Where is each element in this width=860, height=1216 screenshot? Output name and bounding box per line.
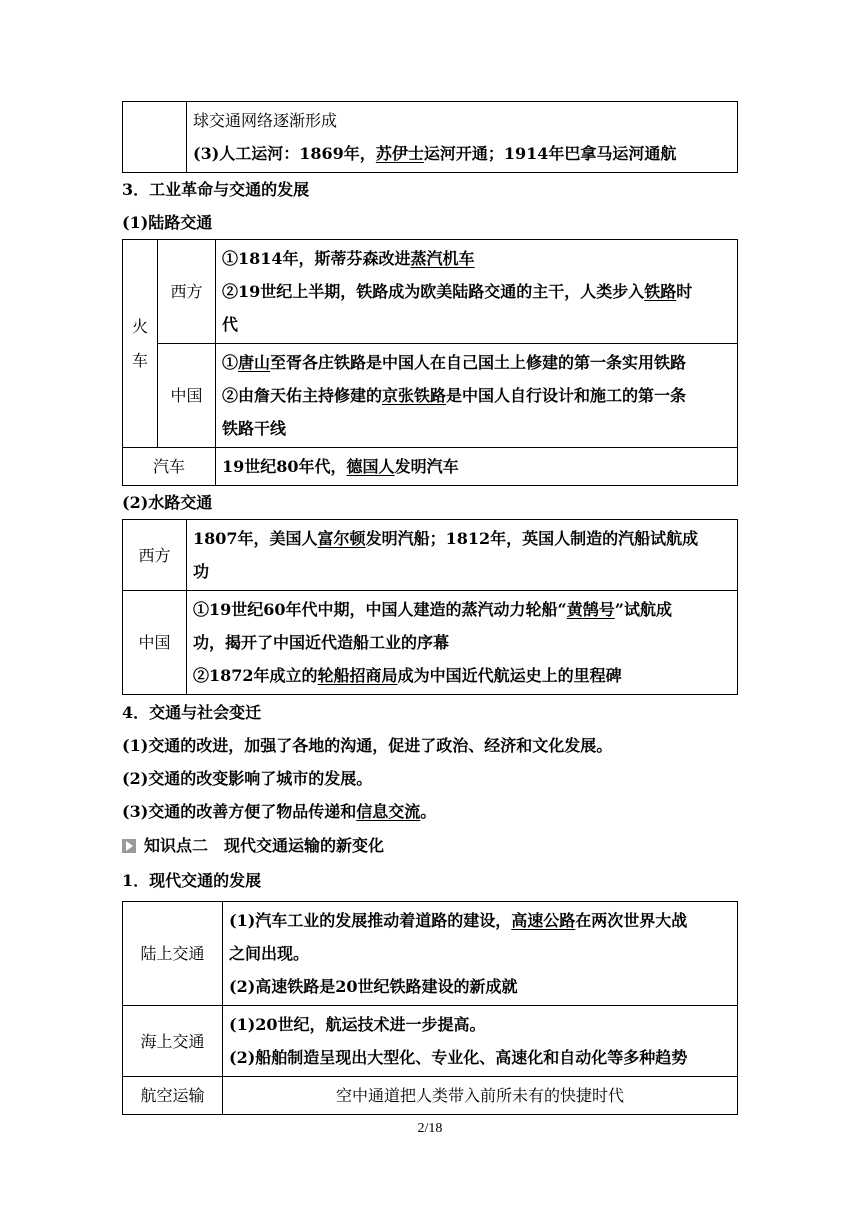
text-line: 铁路干线	[222, 419, 287, 438]
row-label: 中国	[123, 591, 187, 695]
sea-cell	[223, 1006, 738, 1077]
text-line: ②1872年成立的轮船招商局成为中国近代航运史上的里程碑	[193, 666, 622, 685]
text-line: (2)船舶制造呈现出大型化、专业化、高速化和自动化等多种趋势	[229, 1048, 688, 1067]
land-cell	[223, 902, 738, 1006]
text-line: ②由詹天佑主持修建的京张铁路是中国人自行设计和施工的第一条	[222, 386, 687, 405]
row-label: 中国	[158, 344, 216, 448]
canal-table	[122, 101, 738, 173]
text-line: 功	[193, 562, 210, 581]
land-transport-table	[122, 239, 738, 486]
row-label: 海上交通	[123, 1006, 223, 1077]
row-label: 航空运输	[123, 1077, 223, 1115]
paragraph: (3)交通的改善方便了物品传递和信息交流。	[122, 802, 437, 821]
china-water-cell	[187, 591, 738, 695]
row-label: 西方	[123, 520, 187, 591]
section-heading: 1．现代交通的发展	[122, 871, 262, 890]
empty-cell	[123, 102, 187, 173]
china-train-cell	[216, 344, 738, 448]
text-line: ②19世纪上半期，铁路成为欧美陆路交通的主干，人类步入铁路时	[222, 282, 693, 301]
car-cell	[216, 448, 738, 486]
text-line: 19世纪80年代，德国人发明汽车	[222, 457, 459, 476]
text-line: 1807年，美国人富尔顿发明汽船；1812年，英国人制造的汽船试航成	[193, 529, 699, 548]
text-line: ①1814年，斯蒂芬森改进蒸汽机车	[222, 249, 475, 268]
page-content	[122, 101, 738, 1115]
paragraph: (2)交通的改变影响了城市的发展。	[122, 769, 373, 788]
text-line: 功，揭开了中国近代造船工业的序幕	[193, 633, 450, 652]
section-heading: 3．工业革命与交通的发展	[122, 180, 310, 199]
west-train-cell	[216, 240, 738, 344]
text-line: 代	[222, 315, 239, 334]
text-line: (3)人工运河：1869年，苏伊士运河开通；1914年巴拿马运河通航	[193, 144, 677, 163]
text-line: ①19世纪60年代中期，中国人建造的蒸汽动力轮船“黄鹄号”试航成	[193, 600, 672, 619]
air-cell: 空中通道把人类带入前所未有的快捷时代	[223, 1077, 738, 1115]
modern-transport-table	[122, 901, 738, 1115]
subheading: (1)陆路交通	[122, 213, 213, 232]
page-number: 2/18	[417, 1121, 443, 1136]
west-water-cell	[187, 520, 738, 591]
text-line: (1)汽车工业的发展推动着道路的建设，高速公路在两次世界大战	[229, 911, 688, 930]
text-line: 球交通网络逐渐形成	[193, 111, 338, 130]
canal-cell	[187, 102, 738, 173]
row-label: 汽车	[123, 448, 216, 486]
row-label: 陆上交通	[123, 902, 223, 1006]
text-line: 之间出现。	[229, 944, 310, 963]
train-label: 火 车	[123, 240, 158, 448]
text-line: (2)高速铁路是20世纪铁路建设的新成就	[229, 977, 518, 996]
paragraph: (1)交通的改进，加强了各地的沟通，促进了政治、经济和文化发展。	[122, 736, 613, 755]
text-line: ①唐山至胥各庄铁路是中国人在自己国土上修建的第一条实用铁路	[222, 353, 687, 372]
play-triangle-icon	[122, 839, 136, 853]
text-line: (1)20世纪，航运技术进一步提高。	[229, 1015, 486, 1034]
knowledge-point-heading	[122, 828, 738, 864]
subheading: (2)水路交通	[122, 493, 213, 512]
row-label: 西方	[158, 240, 216, 344]
section-heading: 4．交通与社会变迁	[122, 703, 262, 722]
water-transport-table	[122, 519, 738, 695]
knowledge-point-title: 知识点二 现代交通运输的新变化	[144, 836, 385, 855]
